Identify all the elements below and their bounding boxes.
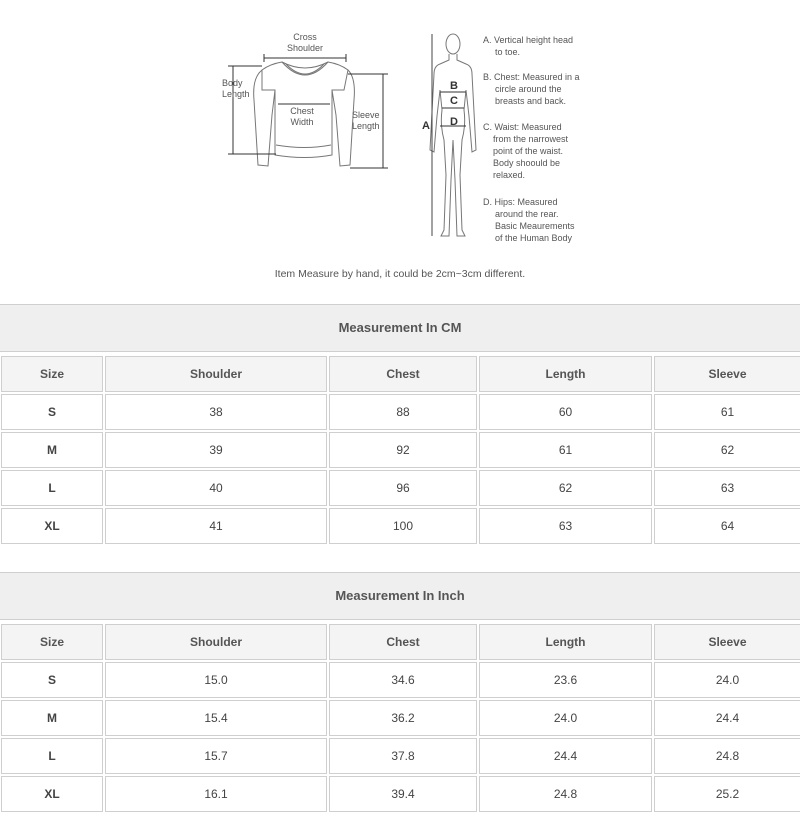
- table-row: [1, 508, 800, 544]
- cross-shoulder-label: Cross Shoulder: [286, 32, 324, 53]
- header-cell: Sleeve: [654, 356, 800, 392]
- inch-table-title: Measurement In Inch: [0, 572, 800, 620]
- table-cell: 23.6: [479, 662, 652, 698]
- body-length-label: Body Length: [222, 78, 250, 99]
- table-cell: 25.2: [654, 776, 800, 812]
- table-cell: 24.0: [654, 662, 800, 698]
- size-cell: XL: [1, 508, 103, 544]
- measure-note: Item Measure by hand, it could be 2cm~3cm different.: [274, 268, 526, 280]
- table-row: [1, 738, 800, 774]
- table-cell: 24.8: [654, 738, 800, 774]
- legend-a: A. Vertical height head to toe.: [483, 35, 574, 57]
- table-cell: 16.1: [105, 776, 327, 812]
- table-cell: 15.0: [105, 662, 327, 698]
- table-header-row: [1, 356, 800, 392]
- table-cell: 100: [329, 508, 477, 544]
- letter-c: C: [450, 95, 458, 107]
- table-cell: 88: [329, 394, 477, 430]
- table-cell: 92: [329, 432, 477, 468]
- sleeve-length-label: Sleeve Length: [352, 110, 380, 131]
- letter-b: B: [450, 80, 458, 92]
- size-cell: XL: [1, 776, 103, 812]
- table-cell: 40: [105, 470, 327, 506]
- size-cell: L: [1, 738, 103, 774]
- table-cell: 62: [479, 470, 652, 506]
- header-cell: Shoulder: [105, 624, 327, 660]
- header-cell: Chest: [329, 356, 477, 392]
- table-cell: 60: [479, 394, 652, 430]
- table-cell: 63: [654, 470, 800, 506]
- legend-d: D. Hips: Measured around the rear. Basic Meaurements of the Human Body: [483, 197, 575, 243]
- inch-table: [0, 622, 800, 814]
- table-cell: 64: [654, 508, 800, 544]
- shirt-illustration: [0, 0, 800, 300]
- table-cell: 24.4: [654, 700, 800, 736]
- cm-table-title: Measurement In CM: [0, 304, 800, 352]
- size-cell: L: [1, 470, 103, 506]
- cm-table-block: [0, 304, 800, 546]
- size-cell: M: [1, 432, 103, 468]
- human-figure: [430, 34, 476, 236]
- table-cell: 61: [654, 394, 800, 430]
- table-row: [1, 470, 800, 506]
- header-cell: Size: [1, 624, 103, 660]
- size-diagram: [0, 0, 800, 300]
- cm-table: [0, 354, 800, 546]
- table-cell: 39: [105, 432, 327, 468]
- chest-width-label: Chest Width: [290, 106, 314, 127]
- size-cell: S: [1, 394, 103, 430]
- legend-b: B. Chest: Measured in a circle around the breasts and back.: [483, 72, 580, 106]
- size-cell: S: [1, 662, 103, 698]
- table-cell: 34.6: [329, 662, 477, 698]
- table-header-row: [1, 624, 800, 660]
- table-cell: 62: [654, 432, 800, 468]
- table-cell: 24.8: [479, 776, 652, 812]
- shirt-left-sleeve: [254, 70, 275, 166]
- table-row: [1, 776, 800, 812]
- table-cell: 38: [105, 394, 327, 430]
- table-cell: 15.4: [105, 700, 327, 736]
- header-cell: Shoulder: [105, 356, 327, 392]
- legend-c: C. Waist: Measured from the narrowest point of the waist. Body shoould be relaxed.: [483, 122, 569, 180]
- table-cell: 36.2: [329, 700, 477, 736]
- table-cell: 61: [479, 432, 652, 468]
- table-cell: 63: [479, 508, 652, 544]
- header-cell: Length: [479, 624, 652, 660]
- letter-a: A: [422, 120, 430, 132]
- size-cell: M: [1, 700, 103, 736]
- inch-table-block: [0, 572, 800, 814]
- table-cell: 96: [329, 470, 477, 506]
- table-cell: 24.0: [479, 700, 652, 736]
- table-cell: 41: [105, 508, 327, 544]
- header-cell: Size: [1, 356, 103, 392]
- header-cell: Length: [479, 356, 652, 392]
- table-cell: 37.8: [329, 738, 477, 774]
- letter-d: D: [450, 116, 458, 128]
- table-row: [1, 700, 800, 736]
- table-cell: 39.4: [329, 776, 477, 812]
- table-cell: 15.7: [105, 738, 327, 774]
- header-cell: Chest: [329, 624, 477, 660]
- table-row: [1, 662, 800, 698]
- header-cell: Sleeve: [654, 624, 800, 660]
- table-cell: 24.4: [479, 738, 652, 774]
- table-row: [1, 432, 800, 468]
- table-row: [1, 394, 800, 430]
